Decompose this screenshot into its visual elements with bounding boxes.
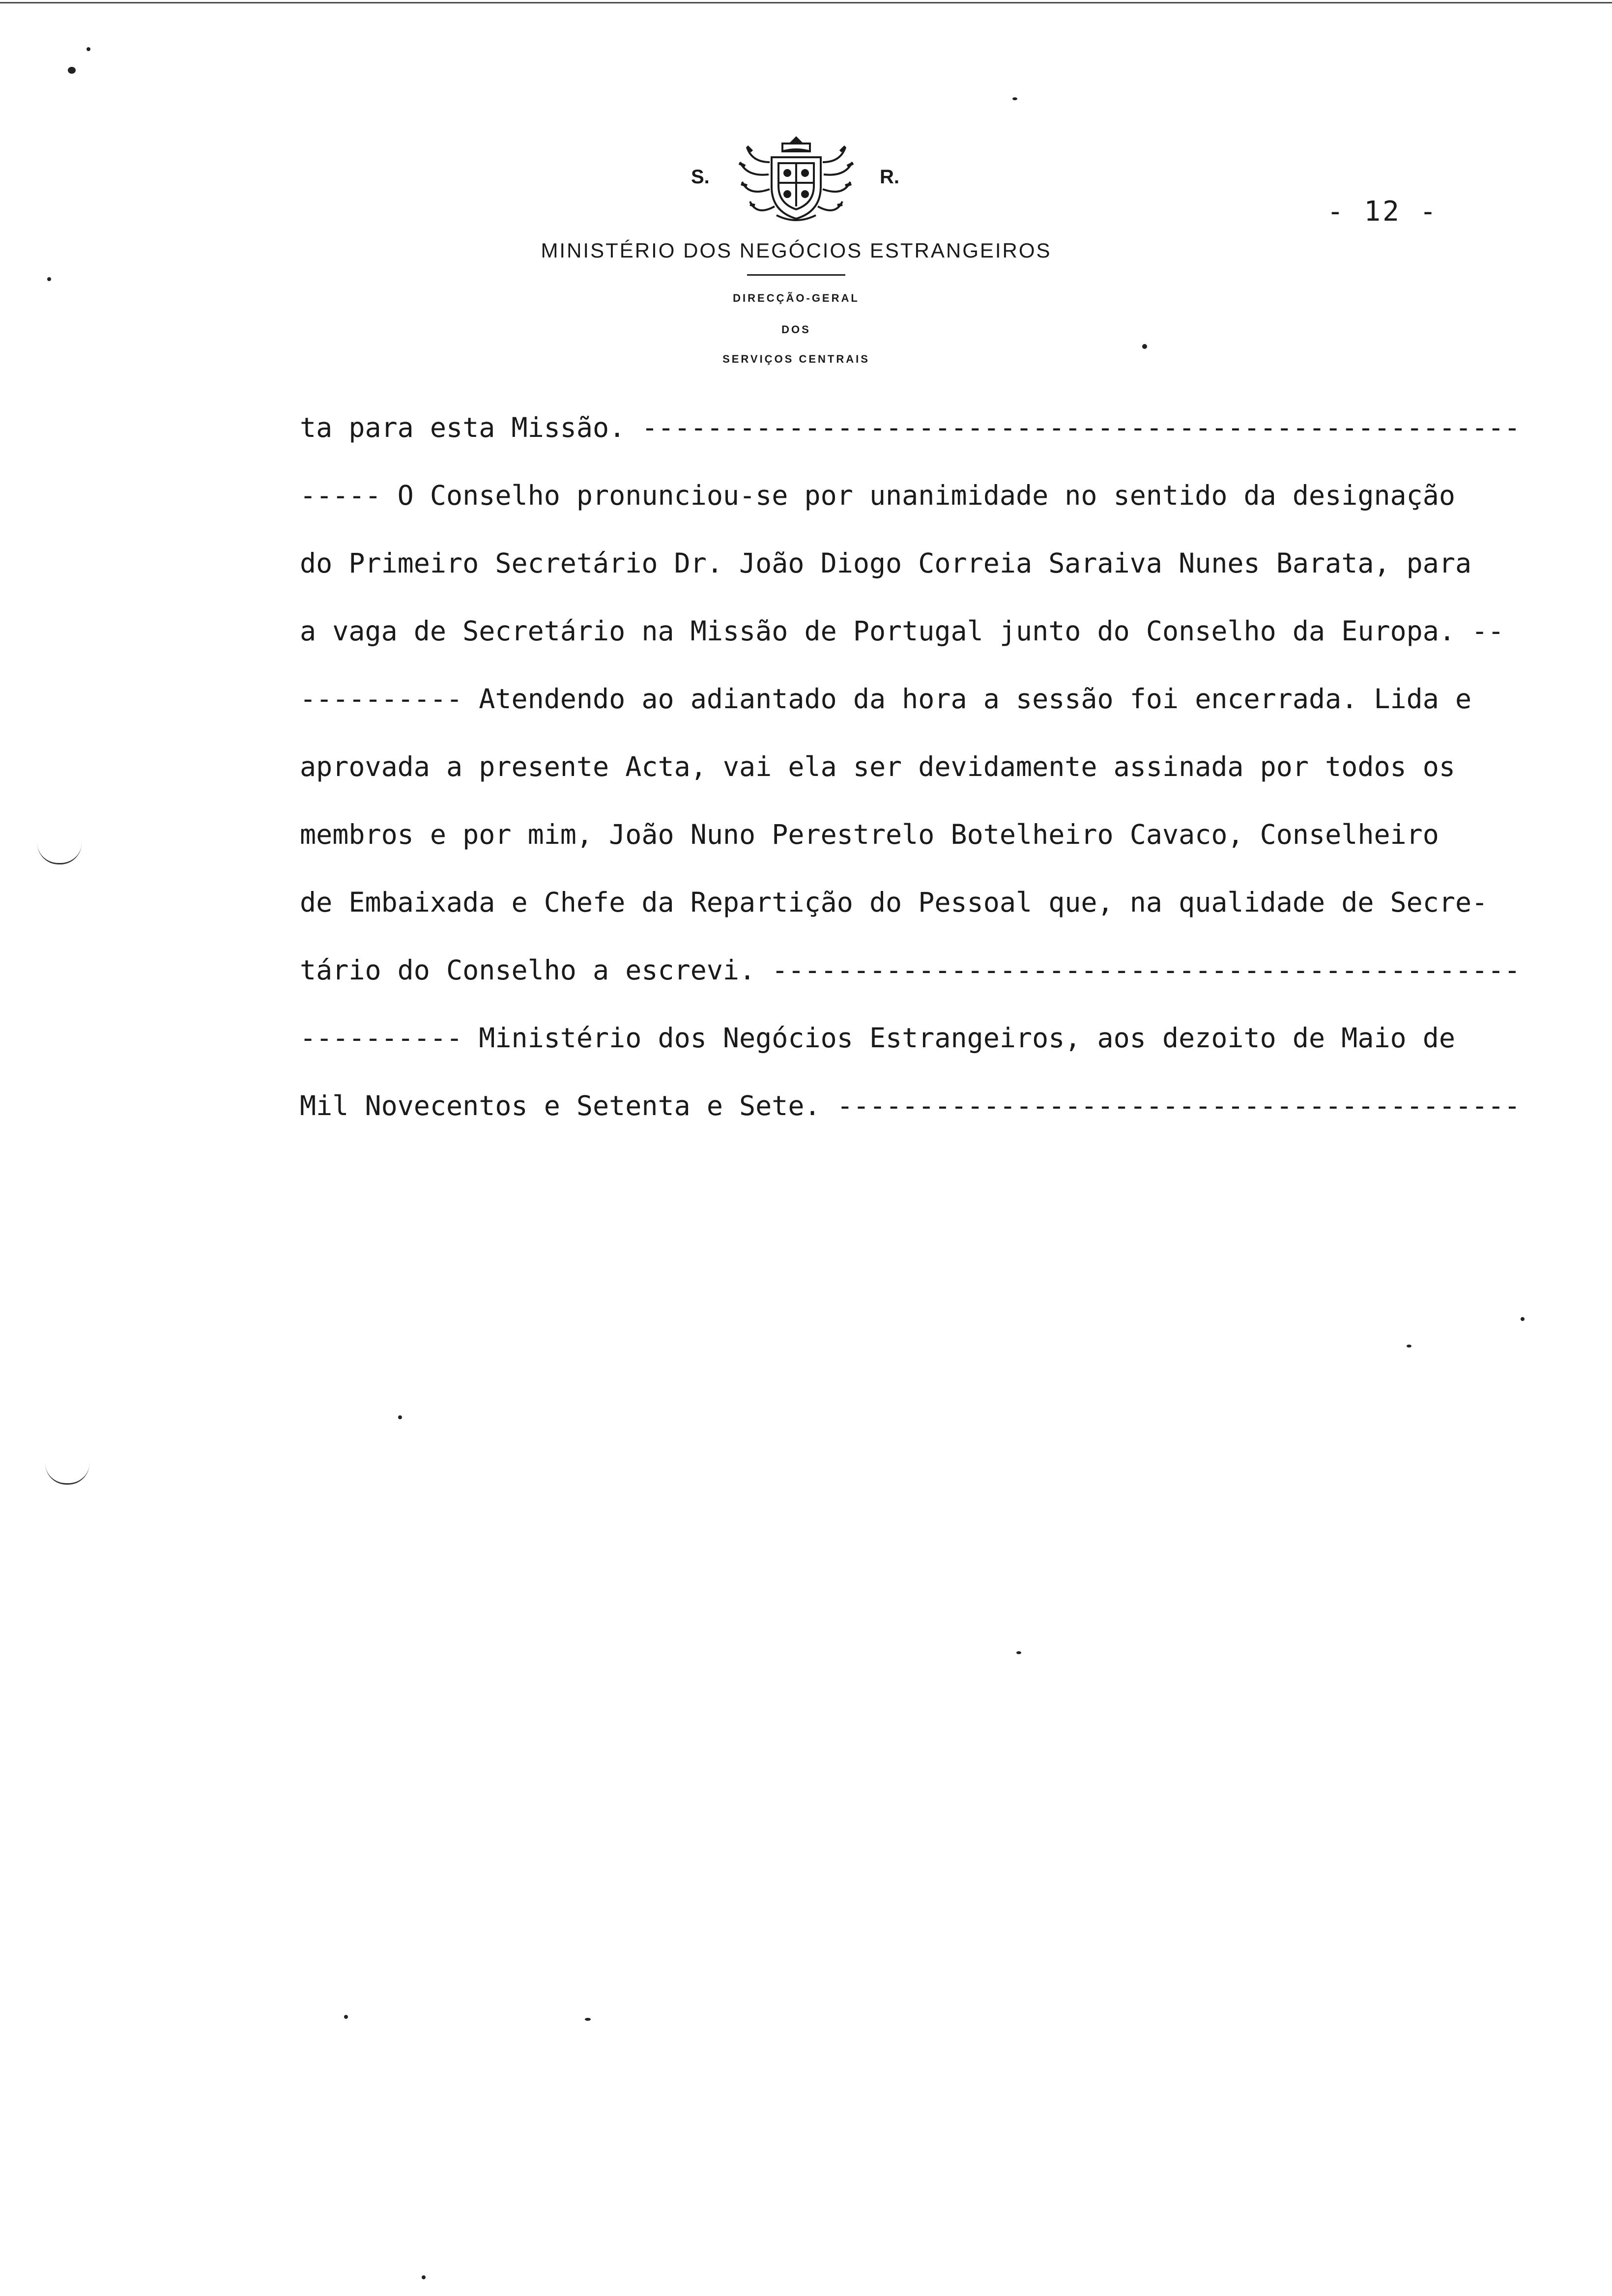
body-line: de Embaixada e Chefe da Repartição do Pessoal que, na qualidade de Secre- <box>300 887 1488 918</box>
seal-row <box>472 118 1121 226</box>
punch-hole-mark <box>37 843 82 864</box>
body-line: a vaga de Secretário na Missão de Portugal junto do Conselho da Europa. -- <box>300 615 1504 647</box>
scan-speck <box>422 2275 426 2279</box>
directorate-line-2: DOS <box>781 323 811 336</box>
scan-speck <box>1521 1317 1525 1321</box>
letterhead <box>472 118 1121 373</box>
scan-speck <box>585 2018 591 2021</box>
directorate-line-1: DIRECÇÃO-GERAL <box>733 292 860 304</box>
ministry-name: MINISTÉRIO DOS NEGÓCIOS ESTRANGEIROS <box>541 239 1052 262</box>
body-line: tário do Conselho a escrevi. ---------------------------------------------- <box>300 954 1521 986</box>
scan-speck <box>86 47 90 51</box>
body-line: membros e por mim, João Nuno Perestrelo Botelheiro Cavaco, Conselheiro <box>300 819 1439 850</box>
ministry-underline <box>747 274 845 276</box>
scan-speck <box>1016 1651 1021 1654</box>
scan-speck <box>68 67 76 74</box>
scan-speck <box>1407 1345 1411 1348</box>
letterhead-left-letter: S. <box>691 166 710 188</box>
coat-of-arms-seal-icon <box>727 128 865 226</box>
scan-speck <box>398 1415 402 1419</box>
body-line: ---------- Atendendo ao adiantado da hora a sessão foi encerrada. Lida e <box>300 683 1472 715</box>
scan-speck <box>344 2015 348 2019</box>
body-line: ta para esta Missão. ------------------------------------------------------ <box>300 412 1521 443</box>
scan-top-edge-line <box>0 2 1612 3</box>
scan-speck <box>47 277 51 281</box>
punch-hole-mark <box>45 1464 89 1485</box>
body-line: ----- O Conselho pronunciou-se por unanimidade no sentido da designação <box>300 480 1456 511</box>
letterhead-right-letter: R. <box>880 166 899 188</box>
scan-speck <box>1012 97 1017 100</box>
document-body <box>300 408 1558 1154</box>
directorate-line-3: SERVIÇOS CENTRAIS <box>722 353 870 365</box>
body-line: ---------- Ministério dos Negócios Estrangeiros, aos dezoito de Maio de <box>300 1022 1456 1054</box>
body-line: Mil Novecentos e Setenta e Sete. ------------------------------------------ <box>300 1090 1521 1121</box>
scan-speck <box>1142 344 1147 349</box>
body-line: aprovada a presente Acta, vai ela ser devidamente assinada por todos os <box>300 751 1456 782</box>
body-line: do Primeiro Secretário Dr. João Diogo Correia Saraiva Nunes Barata, para <box>300 547 1472 579</box>
page-number: - 12 - <box>1327 196 1439 228</box>
